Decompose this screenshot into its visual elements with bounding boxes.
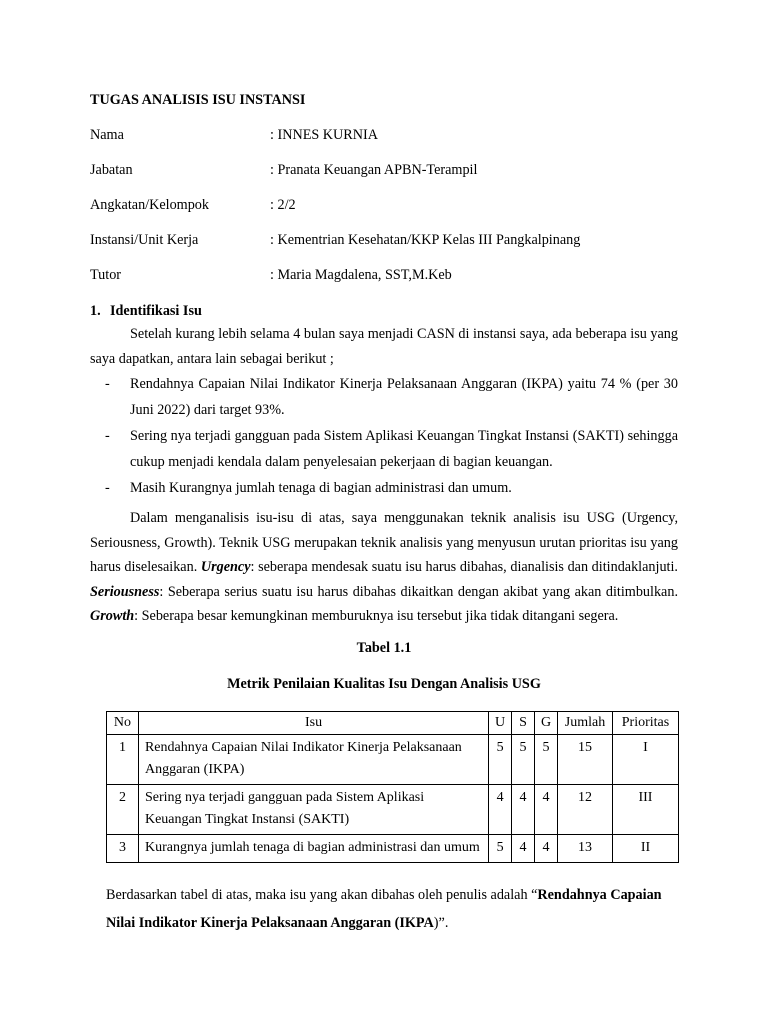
document-title: TUGAS ANALISIS ISU INSTANSI bbox=[90, 92, 306, 108]
cell-no: 2 bbox=[107, 785, 139, 835]
intro-text: Setelah kurang lebih selama 4 bulan saya menjadi CASN di instansi saya, ada beberapa isu yang saya dapatkan, antara lain sebagai berikut ; bbox=[90, 326, 678, 367]
info-label: Nama bbox=[90, 127, 124, 143]
column-header-g: G bbox=[535, 712, 558, 735]
info-value: : Maria Magdalena, SST,M.Keb bbox=[270, 267, 452, 283]
cell-isu: Sering nya terjadi gangguan pada Sistem Aplikasi Keuangan Tingkat Instansi (SAKTI) bbox=[138, 785, 488, 835]
bullet-marker: - bbox=[105, 376, 110, 392]
section-heading-text: Identifikasi Isu bbox=[110, 303, 202, 319]
info-label: Instansi/Unit Kerja bbox=[90, 232, 199, 248]
cell-g: 5 bbox=[535, 735, 558, 785]
table-row bbox=[107, 735, 679, 785]
list-item-text: Rendahnya Capaian Nilai Indikator Kinerja Pelaksanaan Anggaran (IKPA) yaitu 74 % (per 30 Juni 2022) dari target 93%. bbox=[130, 376, 678, 418]
list-item bbox=[90, 423, 678, 475]
usg-table bbox=[106, 711, 679, 863]
info-value: : Kementrian Kesehatan/KKP Kelas III Pangkalpinang bbox=[270, 232, 581, 248]
cell-s: 4 bbox=[512, 835, 535, 863]
cell-u: 5 bbox=[489, 735, 512, 785]
list-item-text: Sering nya terjadi gangguan pada Sistem Aplikasi Keuangan Tingkat Instansi (SAKTI) sehingga cukup menjadi kendala dalam penyelesaian pekerjaan di bagian keuangan. bbox=[130, 428, 678, 470]
usg-intro-text: Dalam menganalisis isu-isu di atas, saya menggunakan teknik analisis isu USG (Urgency, Seriousness, Growth). Teknik USG merupakan teknik analisis yang menyusun urutan prioritas isu yang harus diselesaikan. bbox=[90, 510, 678, 575]
cell-g: 4 bbox=[535, 785, 558, 835]
column-header-prioritas: Prioritas bbox=[612, 712, 678, 735]
list-item-text: Masih Kurangnya jumlah tenaga di bagian administrasi dan umum. bbox=[130, 480, 512, 496]
conclusion-highlight: Rendahnya Capaian Nilai Indikator Kinerja Pelaksanaan Anggaran (IKPA bbox=[106, 887, 662, 931]
term-growth: Growth bbox=[90, 608, 135, 624]
column-header-s: S bbox=[512, 712, 535, 735]
cell-s: 5 bbox=[512, 735, 535, 785]
cell-jumlah: 15 bbox=[558, 735, 613, 785]
cell-jumlah: 12 bbox=[558, 785, 613, 835]
cell-jumlah: 13 bbox=[558, 835, 613, 863]
column-header-no: No bbox=[107, 712, 139, 735]
cell-u: 4 bbox=[489, 785, 512, 835]
info-label: Angkatan/Kelompok bbox=[90, 197, 209, 213]
term-seriousness: Seriousness bbox=[90, 583, 160, 600]
list-item bbox=[90, 475, 678, 501]
cell-prioritas: III bbox=[612, 785, 678, 835]
cell-isu: Rendahnya Capaian Nilai Indikator Kinerja Pelaksanaan Anggaran (IKPA) bbox=[138, 735, 488, 785]
section-heading bbox=[90, 303, 202, 320]
intro-paragraph bbox=[90, 322, 678, 371]
table-row bbox=[107, 785, 679, 835]
info-value: : INNES KURNIA bbox=[270, 127, 378, 143]
cell-s: 4 bbox=[512, 785, 535, 835]
bullet-marker: - bbox=[105, 480, 110, 496]
term-urgency: Urgency bbox=[200, 559, 251, 575]
conclusion-paragraph bbox=[106, 881, 686, 937]
cell-g: 4 bbox=[535, 835, 558, 863]
urgency-definition: : seberapa mendesak suatu isu harus dibahas, dianalisis dan ditindaklanjuti. bbox=[250, 559, 678, 575]
issue-list bbox=[90, 371, 678, 501]
info-value: : Pranata Keuangan APBN-Terampil bbox=[270, 162, 478, 178]
usg-paragraph bbox=[90, 506, 678, 629]
cell-u: 5 bbox=[489, 835, 512, 863]
cell-prioritas: I bbox=[612, 735, 678, 785]
table-row bbox=[107, 835, 679, 863]
growth-definition: : Seberapa besar kemungkinan memburuknya isu tersebut jika tidak ditangani segera. bbox=[134, 608, 619, 624]
table-caption: Tabel 1.1 bbox=[356, 640, 412, 656]
cell-prioritas: II bbox=[612, 835, 678, 863]
info-label: Jabatan bbox=[90, 162, 133, 178]
column-header-u: U bbox=[489, 712, 512, 735]
column-header-jumlah: Jumlah bbox=[558, 712, 613, 735]
table-subtitle: Metrik Penilaian Kualitas Isu Dengan Analisis USG bbox=[227, 676, 541, 692]
conclusion-prefix: Berdasarkan tabel di atas, maka isu yang akan dibahas oleh penulis adalah “ bbox=[106, 887, 538, 903]
info-value: : 2/2 bbox=[270, 197, 296, 213]
bullet-marker: - bbox=[105, 428, 110, 444]
cell-isu: Kurangnya jumlah tenaga di bagian administrasi dan umum bbox=[138, 835, 488, 863]
conclusion-suffix: )”. bbox=[433, 915, 449, 931]
table-header-row bbox=[107, 712, 679, 735]
section-number: 1. bbox=[90, 303, 101, 319]
cell-no: 3 bbox=[107, 835, 139, 863]
cell-no: 1 bbox=[107, 735, 139, 785]
column-header-isu: Isu bbox=[138, 712, 488, 735]
info-label: Tutor bbox=[90, 267, 122, 283]
seriousness-definition: : Seberapa serius suatu isu harus dibahas dikaitkan dengan akibat yang akan ditimbulkan. bbox=[159, 583, 678, 600]
list-item bbox=[90, 371, 678, 423]
